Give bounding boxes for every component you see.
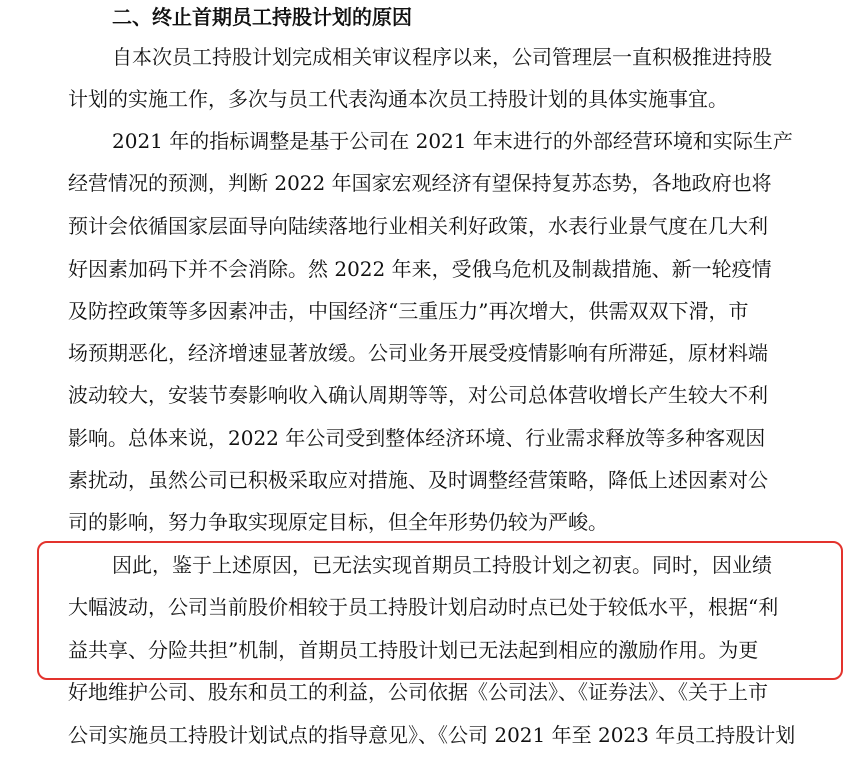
paragraph-line: 影响。总体来说，2022 年公司受到整体经济环境、行业需求释放等多种客观因 [68, 426, 766, 450]
paragraph-line: 益共享、分险共担”机制，首期员工持股计划已无法起到相应的激励作用。为更 [68, 638, 759, 662]
paragraph-line: 经营情况的预测，判断 2022 年国家宏观经济有望保持复苏态势，各地政府也将 [68, 171, 772, 195]
paragraph-line: 2021 年的指标调整是基于公司在 2021 年末进行的外部经营环境和实际生产 [112, 129, 793, 153]
paragraph-line: 预计会依循国家层面导向陆续落地行业相关利好政策，水表行业景气度在几大利 [68, 214, 768, 238]
paragraph-line: 计划的实施工作，多次与员工代表沟通本次员工持股计划的具体实施事宜。 [68, 87, 728, 111]
paragraph-line: 公司实施员工持股计划试点的指导意见》、《公司 2021 年至 2023 年员工持股计划 [68, 723, 796, 747]
paragraph-line: 大幅波动，公司当前股价相较于员工持股计划启动时点已处于较低水平，根据“利 [68, 595, 779, 619]
paragraph-line: 自本次员工持股计划完成相关审议程序以来，公司管理层一直积极推进持股 [112, 45, 772, 69]
paragraph-line: 司的影响，努力争取实现原定目标，但全年形势仍较为严峻。 [68, 510, 608, 534]
paragraph-line: 因此，鉴于上述原因，已无法实现首期员工持股计划之初衷。同时，因业绩 [112, 553, 772, 577]
paragraph-line: 素扰动，虽然公司已积极采取应对措施、及时调整经营策略，降低上述因素对公 [68, 468, 768, 492]
paragraph-line: 及防控政策等多因素冲击，中国经济“三重压力”再次增大，供需双双下滑，市 [68, 299, 749, 323]
section-heading: 二、终止首期员工持股计划的原因 [112, 5, 412, 29]
paragraph-line: 场预期恶化，经济增速显著放缓。公司业务开展受疫情影响有所滞延，原材料端 [68, 341, 768, 365]
paragraph-line: 好因素加码下并不会消除。然 2022 年来，受俄乌危机及制裁措施、新一轮疫情 [68, 257, 772, 281]
paragraph-line: 波动较大，安装节奏影响收入确认周期等等，对公司总体营收增长产生较大不利 [68, 383, 768, 407]
paragraph-line: 好地维护公司、股东和员工的利益，公司依据《公司法》、《证券法》、《关于上市 [68, 680, 768, 704]
highlight-annotation-box [37, 541, 843, 680]
